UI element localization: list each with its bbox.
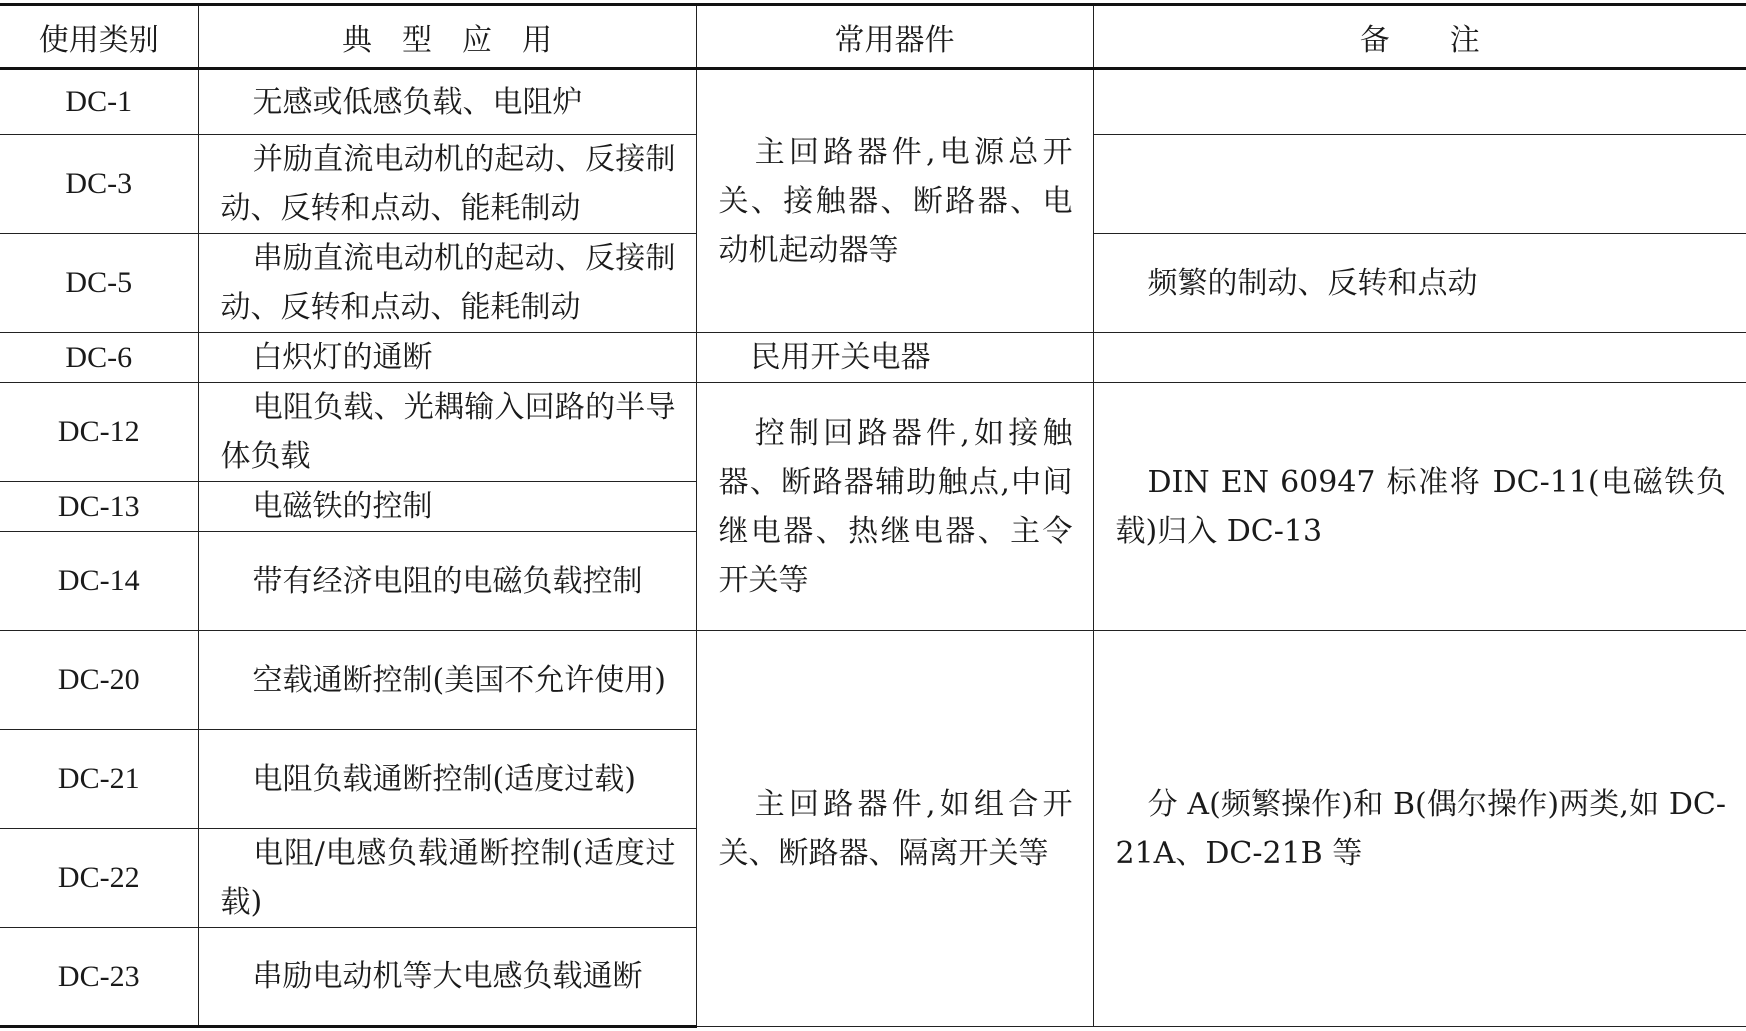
category-code: DC-3 (0, 135, 198, 234)
note-text: DIN EN 60947 标准将 DC-11(电磁铁负载)归入 DC-13 (1115, 464, 1726, 549)
application-text: 带有经济电阻的电磁负载控制 (252, 563, 643, 599)
application-text: 电阻负载通断控制(适度过载) (252, 761, 636, 797)
application-text: 串励直流电动机的起动、反接制动、反转和点动、能耗制动 (220, 241, 676, 325)
application-text: 白炽灯的通断 (252, 340, 433, 375)
application-cell (198, 730, 696, 829)
devices-cell (696, 333, 1093, 383)
application-text: 电磁铁的控制 (252, 489, 433, 524)
application-cell (198, 631, 696, 730)
application-text: 电阻/电感负载通断控制(适度过载) (220, 836, 676, 920)
note-text: 频繁的制动、反转和点动 (1147, 265, 1478, 301)
category-code: DC-12 (0, 383, 198, 482)
category-code: DC-6 (0, 333, 198, 383)
note-cell (1093, 234, 1746, 333)
devices-text: 民用开关电器 (750, 340, 931, 375)
application-text: 电阻负载、光耦输入回路的半导体负载 (220, 390, 676, 474)
category-code: DC-5 (0, 234, 198, 333)
table-header-row (0, 5, 1746, 69)
category-code: DC-23 (0, 928, 198, 1027)
note-cell (1093, 383, 1746, 631)
note-cell (1093, 333, 1746, 383)
devices-text: 主回路器件,如组合开关、断路器、隔离开关等 (718, 786, 1073, 871)
header-category: 使用类别 (0, 5, 198, 69)
devices-text: 主回路器件,电源总开关、接触器、断路器、电动机起动器等 (718, 134, 1073, 268)
application-cell (198, 532, 696, 631)
category-code: DC-22 (0, 829, 198, 928)
table-row (0, 69, 1746, 135)
category-code: DC-14 (0, 532, 198, 631)
application-cell (198, 928, 696, 1027)
dc-utilization-category-table (0, 3, 1746, 1028)
category-code: DC-13 (0, 482, 198, 532)
note-text: 分 A(频繁操作)和 B(偶尔操作)两类,如 DC-21A、DC-21B 等 (1115, 786, 1726, 871)
application-cell (198, 333, 696, 383)
devices-cell (696, 69, 1093, 333)
application-text: 无感或低感负载、电阻炉 (252, 84, 583, 120)
category-code: DC-1 (0, 69, 198, 135)
header-common-devices: 常用器件 (696, 5, 1093, 69)
devices-text: 控制回路器件,如接触器、断路器辅助触点,中间继电器、热继电器、主令开关等 (718, 415, 1073, 598)
header-remarks: 备 注 (1093, 5, 1746, 69)
table-row (0, 383, 1746, 482)
application-cell (198, 829, 696, 928)
category-code: DC-21 (0, 730, 198, 829)
note-cell (1093, 631, 1746, 1027)
application-text: 串励电动机等大电感负载通断 (252, 959, 643, 994)
application-cell (198, 234, 696, 333)
header-typical-application: 典 型 应 用 (198, 5, 696, 69)
devices-cell (696, 631, 1093, 1027)
application-text: 并励直流电动机的起动、反接制动、反转和点动、能耗制动 (220, 142, 676, 226)
table-row (0, 333, 1746, 383)
table-row (0, 631, 1746, 730)
application-text: 空载通断控制(美国不允许使用) (252, 662, 666, 698)
devices-cell (696, 383, 1093, 631)
application-cell (198, 383, 696, 482)
application-cell (198, 69, 696, 135)
note-cell (1093, 69, 1746, 135)
note-cell (1093, 135, 1746, 234)
application-cell (198, 135, 696, 234)
category-code: DC-20 (0, 631, 198, 730)
application-cell (198, 482, 696, 532)
